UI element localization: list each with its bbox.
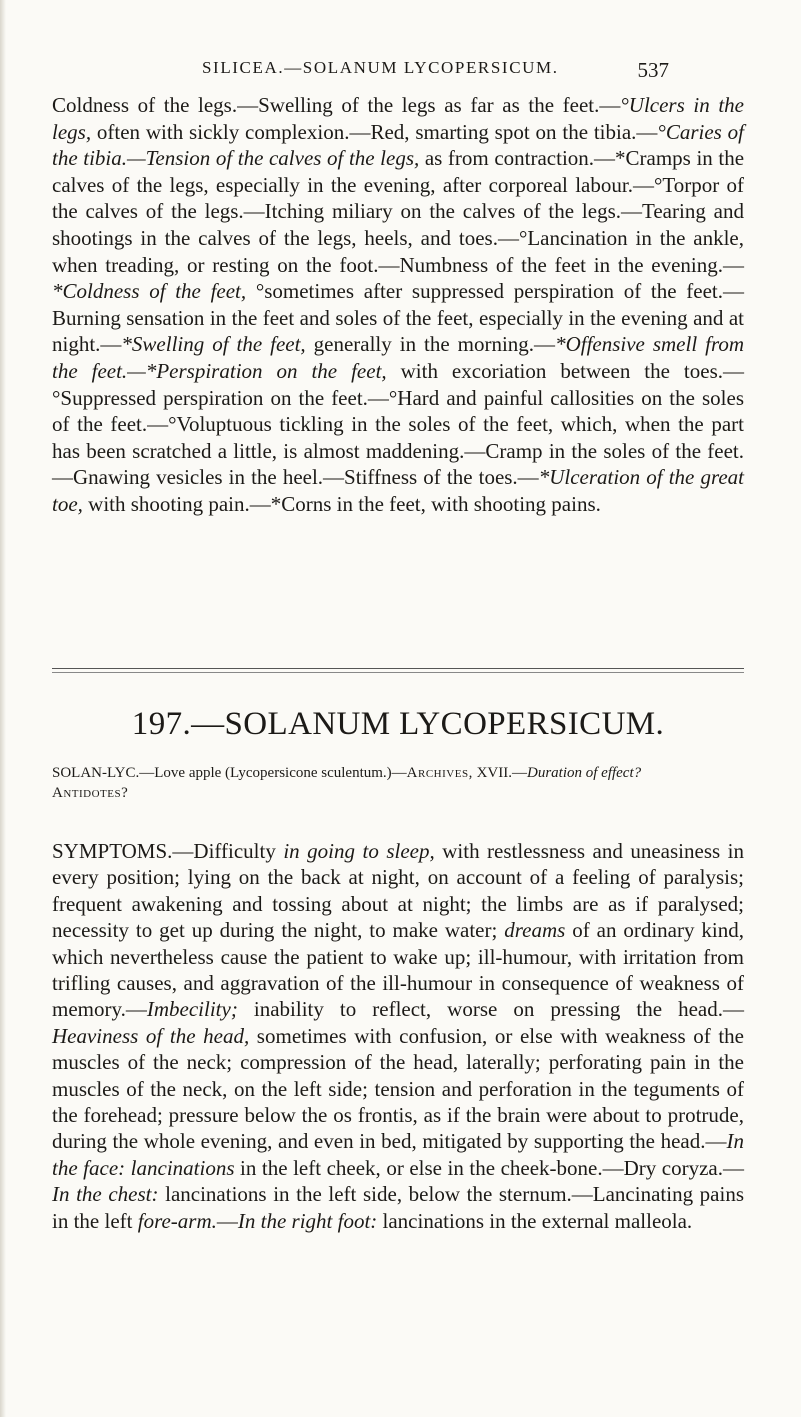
legs-symptoms-paragraph (52, 92, 744, 518)
text-run: In the face: lancinations (52, 1129, 744, 1180)
text-run: Heaviness of the head, (52, 1023, 250, 1048)
text-run: In the chest: (52, 1182, 159, 1207)
text-run: lancinations in the external malleola. (377, 1208, 693, 1233)
section-divider (52, 668, 744, 676)
text-run: Imbecility; (146, 997, 238, 1022)
source-antidotes: Antidotes? (52, 785, 129, 801)
text-run: with shooting pain.—*Corns in the feet, with shooting pains. (82, 491, 601, 516)
text-run: lancinations in the left side, below the sternum.—Lancinating pains in the left (52, 1182, 744, 1233)
text-run: with restlessness and uneasiness in every position; lying on the back at night, on account of a feeling of paralysis; frequent awakening and tossing about at night; the limbs are as if paralysed; necessity to get up during the night, to make water; (52, 839, 744, 943)
running-head: SILICEA.—SOLANUM LYCOPERSICUM. (202, 58, 559, 77)
source-archives: Archives, (406, 765, 473, 781)
text-run: with excoriation between the toes.—°Suppressed perspiration on the feet.—°Hard and painful callosities on the soles of the feet.—°Voluptuous tickling in the soles of the feet, which, when the part has been scratched a little, is almost maddening.—Cramp in the soles of the feet.—Gnawing vesicles in the heel.—Stiffness of the toes.— (52, 358, 744, 490)
page-header (0, 58, 801, 88)
text-run: often with sickly complexion.—Red, smarting spot on the tibia.— (91, 119, 658, 144)
divider-rule (52, 672, 744, 673)
text-run: SYMPTOMS.—Difficulty (52, 839, 284, 863)
text-run: *Coldness of the feet, (52, 279, 247, 304)
source-volume: XVII.— (472, 765, 527, 781)
text-run: generally in the morning.— (305, 332, 556, 357)
text-run: in going to sleep, (283, 839, 435, 863)
text-run: dreams (504, 918, 566, 943)
symptoms-paragraph (52, 838, 744, 1234)
text-run: °Caries of the tibia.—Tension of the calves of the legs, (52, 119, 744, 171)
source-duration: Duration of effect? (526, 765, 642, 781)
text-run: as from contraction.—*Cramps in the calves of the legs, especially in the evening, after corporeal labour.—°Torpor of the calves of the legs.—Itching miliary on the calves of the legs.—Tearing and shootings in the calves of the legs, heels, and toes.—°Lancination in the ankle, when treading, or resting on the foot.—Numbness of the feet in the evening.— (52, 146, 745, 277)
text-run: fore-arm. (137, 1208, 217, 1233)
text-run: *Offensive smell from the feet.—*Perspiration on the feet, (52, 332, 745, 383)
text-run: sometimes with confusion, or else with weakness of the muscles of the neck; compression of the head, laterally; perforating pain in the muscles of the neck, on the left side; tension and perforation in the teguments of the forehead; pressure below the os frontis, as if the brain were about to protrude, during the whole evening, and even in bed, mitigated by supporting the head.— (52, 1023, 745, 1154)
remedy-source-line (52, 763, 744, 803)
section-heading: 197.—SOLANUM LYCOPERSICUM. (131, 706, 665, 742)
text-run: — (216, 1208, 238, 1233)
text-run: °Ulcers in the legs, (52, 93, 745, 144)
page-number: 537 (637, 58, 669, 82)
page-edge-shadow (0, 0, 6, 1417)
source-text: SOLAN-LYC.—Love apple (Lycopersicone sculentum.)— (52, 765, 407, 781)
text-run: *Ulceration of the great toe, (52, 465, 744, 516)
text-run: in the left cheek, or else in the cheek-bone.—Dry coryza.— (234, 1155, 744, 1180)
text-run: In the right foot: (237, 1208, 378, 1233)
text-run: °sometimes after suppressed perspiration of the feet.—Burning sensation in the feet and soles of the feet, especially in the evening and at night.— (52, 279, 744, 357)
text-run: inability to reflect, worse on pressing the head.— (237, 997, 744, 1022)
text-run: of an ordinary kind, which nevertheless cause the patient to wake up; ill-humour, with irritation from trifling causes, and aggravation of the ill-humour in consequence of weakness of memory.— (52, 918, 744, 1022)
text-run: Coldness of the legs.—Swelling of the legs as far as the feet.— (52, 93, 621, 117)
text-run: *Swelling of the feet, (121, 332, 306, 357)
divider-rule (52, 668, 744, 669)
